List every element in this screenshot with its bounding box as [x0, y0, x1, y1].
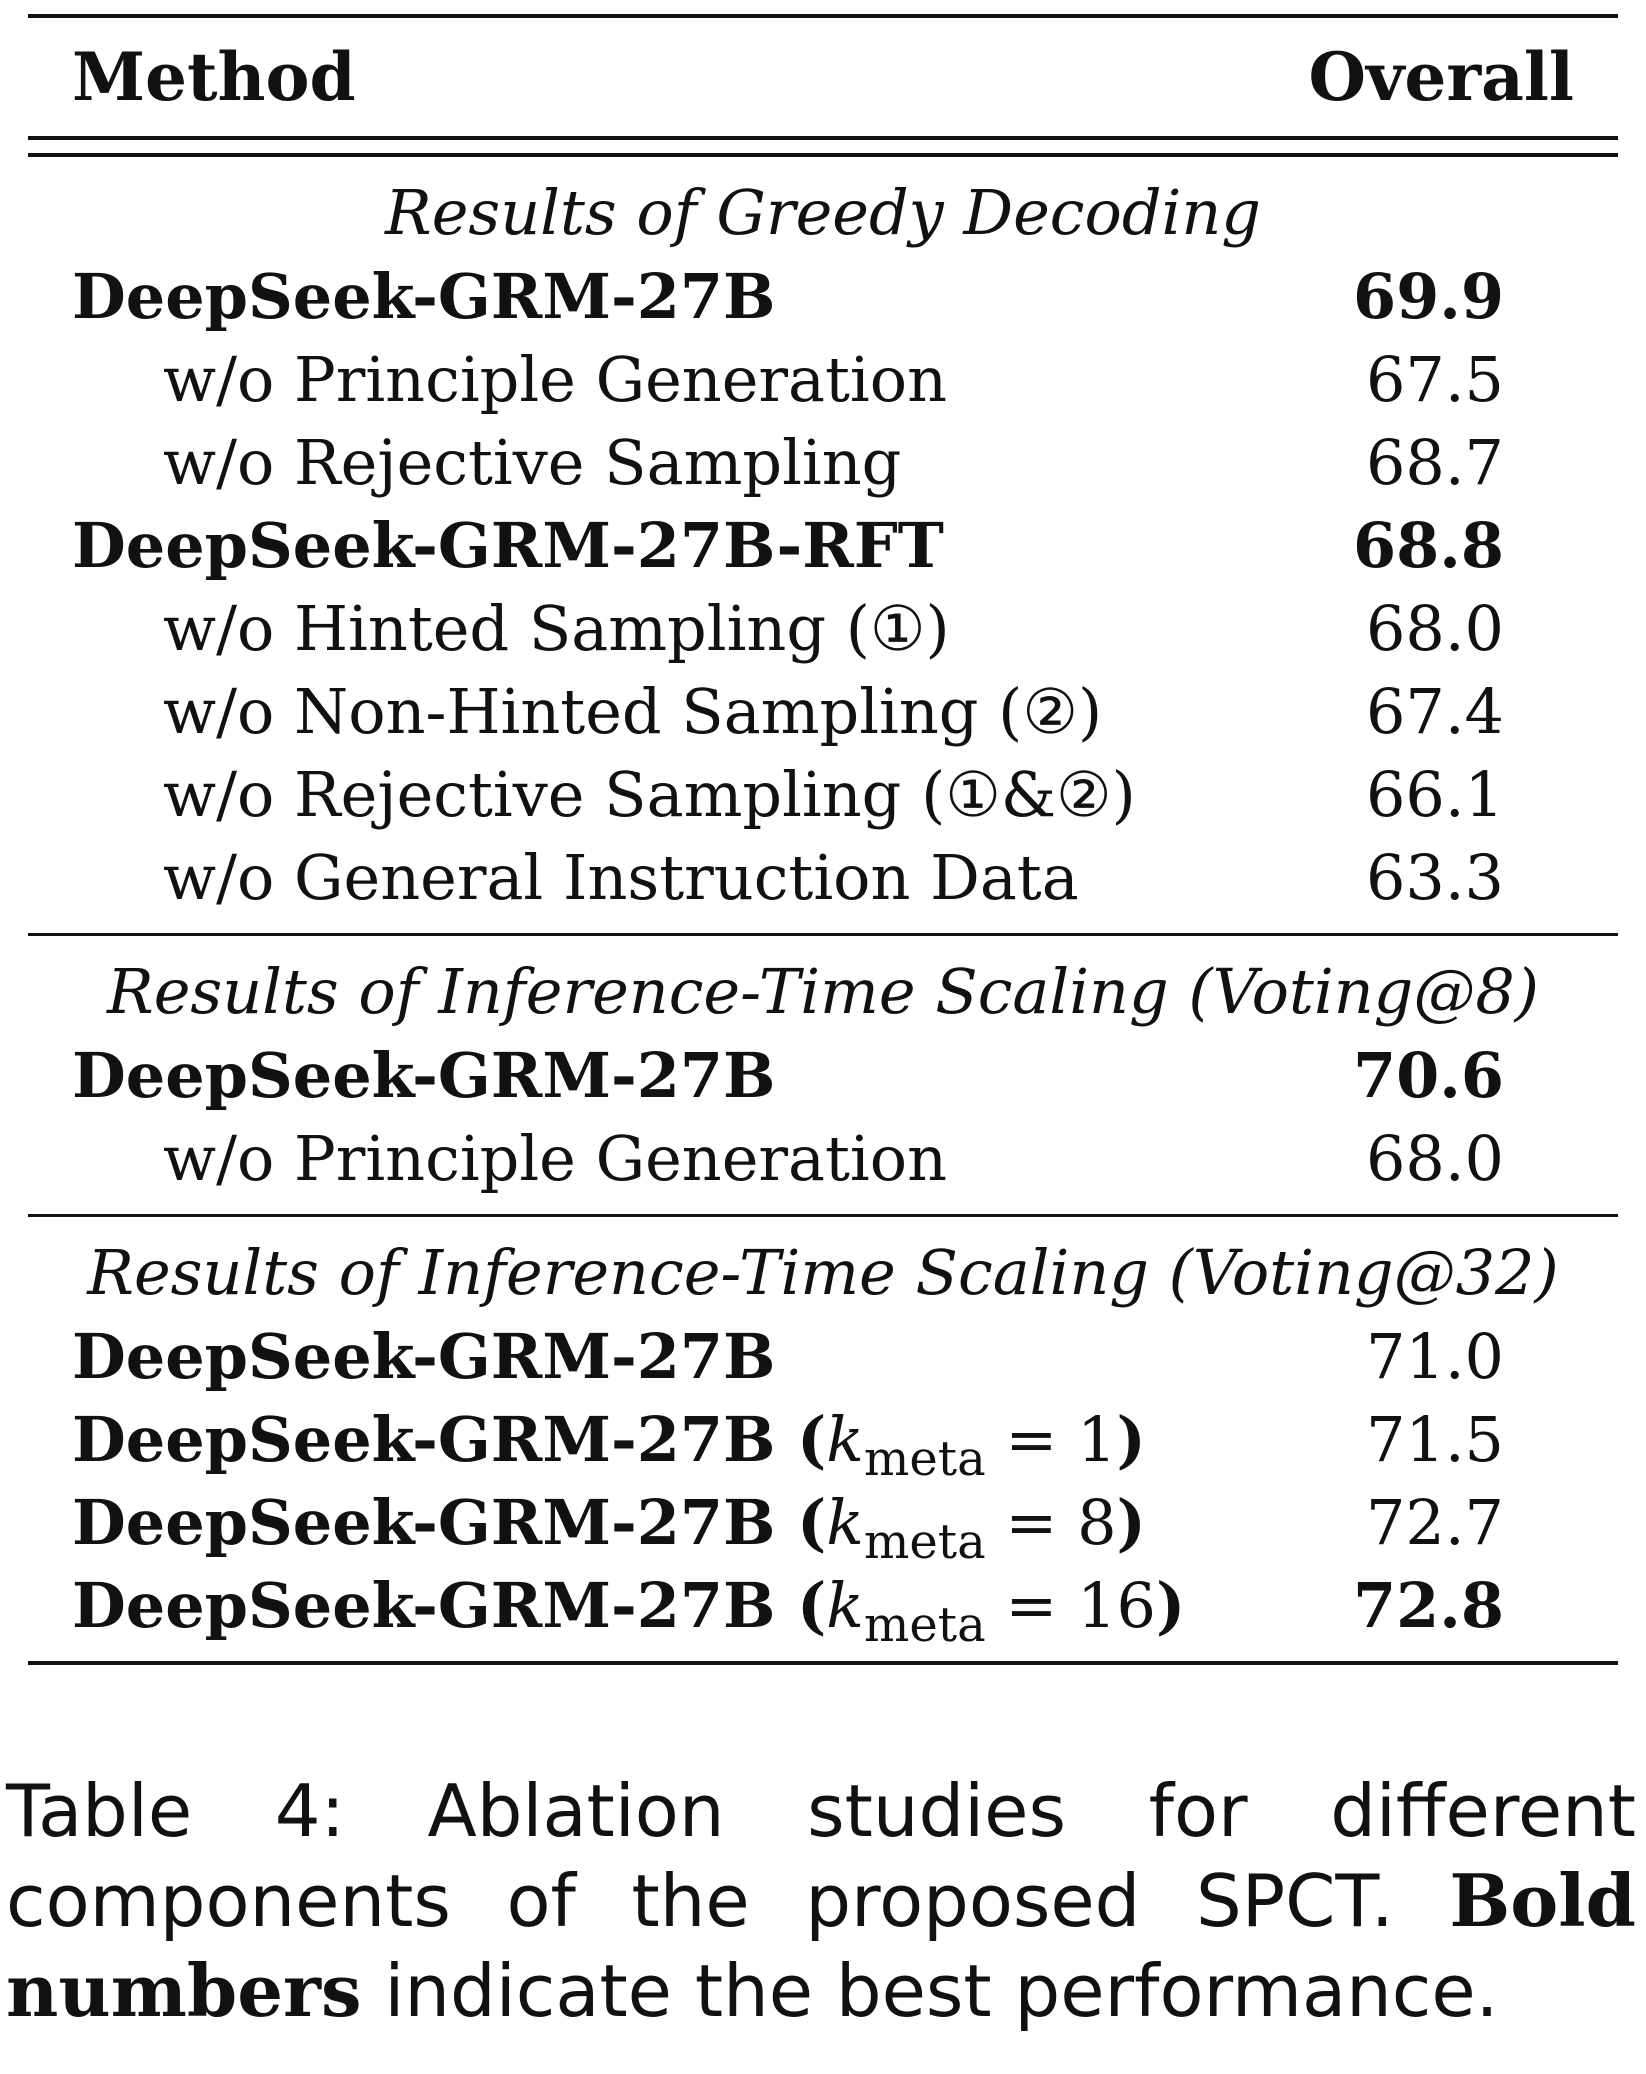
header-double-rule — [28, 136, 1618, 157]
row-value: 68.8 — [1352, 509, 1504, 582]
table-row — [28, 504, 1618, 587]
row-method: w/o General Instruction Data — [163, 841, 1079, 914]
row-value: 72.8 — [1352, 1569, 1504, 1642]
row-method: DeepSeek-GRM-27B $(k_{meta} = 1)$ — [72, 1403, 1146, 1487]
row-method: DeepSeek-GRM-27B-RFT — [72, 509, 944, 582]
row-value: 68.0 — [1365, 1122, 1504, 1195]
table-row — [28, 421, 1618, 504]
row-value: 68.7 — [1365, 426, 1504, 499]
section-voting8 — [28, 936, 1618, 1214]
section-voting32 — [28, 1217, 1618, 1661]
section-greedy — [28, 157, 1618, 933]
row-method: w/o Principle Generation — [163, 1122, 948, 1195]
caption-bold: Bold numbers — [6, 1858, 1636, 2033]
row-value: 70.6 — [1352, 1039, 1504, 1112]
caption-lead: Table 4: Ablation studies for different components of the proposed SPCT. — [6, 1769, 1636, 1943]
row-value: 63.3 — [1365, 841, 1504, 914]
table-row — [28, 836, 1618, 919]
row-value: 67.4 — [1365, 675, 1504, 748]
table-row — [28, 670, 1618, 753]
table-caption — [6, 1766, 1636, 2036]
section-title: Results of Greedy Decoding — [385, 176, 1261, 249]
header-overall: Overall — [1308, 38, 1574, 116]
caption-tail: indicate the best performance. — [361, 1949, 1499, 2033]
row-method: w/o Rejective Sampling — [163, 426, 902, 499]
row-value: 67.5 — [1365, 343, 1504, 416]
row-value: 71.0 — [1365, 1320, 1504, 1393]
row-value: 71.5 — [1365, 1403, 1504, 1476]
row-value: 66.1 — [1365, 758, 1504, 831]
section-title: Results of Inference-Time Scaling (Voting@32) — [87, 1236, 1559, 1309]
table-row — [28, 1398, 1618, 1487]
table-row — [28, 587, 1618, 670]
header-method: Method — [72, 38, 356, 116]
row-method: w/o Principle Generation — [163, 343, 948, 416]
section-title: Results of Inference-Time Scaling (Voting@8) — [107, 955, 1539, 1028]
row-method: DeepSeek-GRM-27B — [72, 1039, 776, 1112]
row-value: 68.0 — [1365, 592, 1504, 665]
table-row — [28, 338, 1618, 421]
row-method: w/o Hinted Sampling (①) — [163, 592, 950, 665]
row-method: DeepSeek-GRM-27B $(k_{meta} = 8)$ — [72, 1486, 1146, 1570]
row-method: DeepSeek-GRM-27B $(k_{meta} = 16)$ — [72, 1569, 1186, 1653]
row-value: 72.7 — [1365, 1486, 1504, 1559]
row-method: DeepSeek-GRM-27B — [72, 1320, 776, 1393]
ablation-table — [28, 14, 1618, 1665]
table-row — [28, 1315, 1618, 1398]
table-row — [28, 1481, 1618, 1570]
row-method: w/o Non-Hinted Sampling (②) — [163, 675, 1103, 748]
row-value: 69.9 — [1352, 260, 1504, 333]
table-row — [28, 1117, 1618, 1200]
table-row — [28, 1034, 1618, 1117]
table-row — [28, 753, 1618, 836]
row-method: w/o Rejective Sampling (①&②) — [163, 758, 1136, 831]
row-method: DeepSeek-GRM-27B — [72, 260, 776, 333]
table-row — [28, 1564, 1618, 1653]
table-row — [28, 255, 1618, 338]
table-header — [28, 18, 1618, 136]
